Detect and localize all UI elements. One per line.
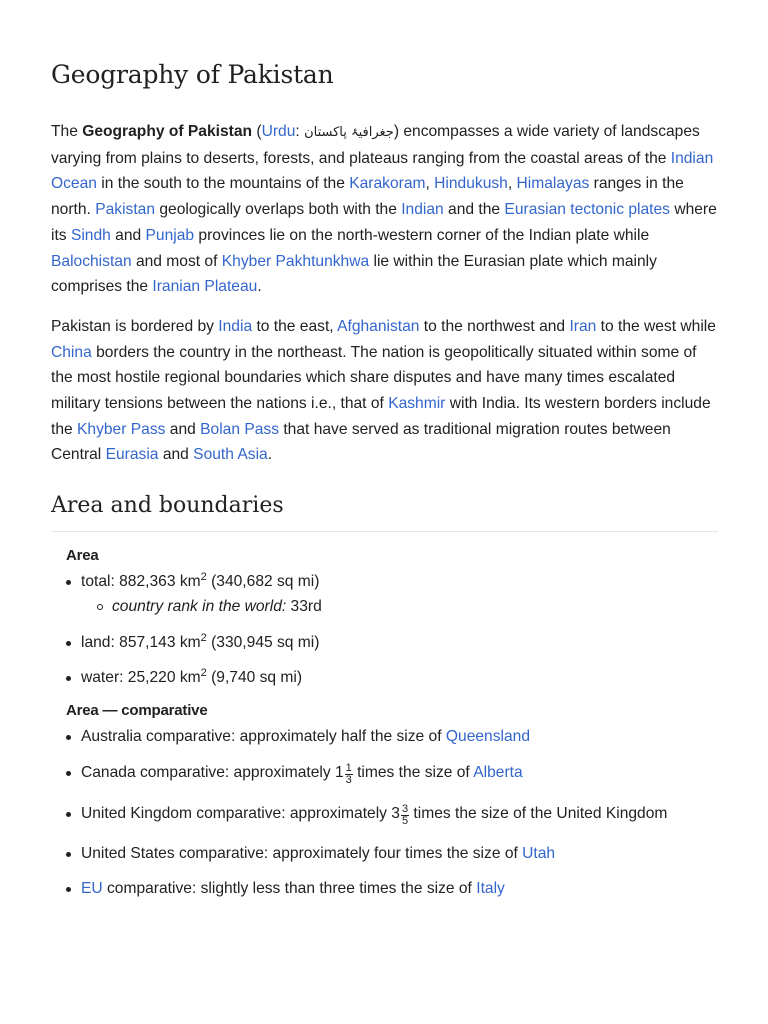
- text: that have served as traditional migration routes between Central: [51, 420, 671, 464]
- fraction: [401, 804, 409, 827]
- text: where its: [51, 201, 717, 244]
- text: Pakistan is bordered by: [51, 317, 219, 335]
- link-indian[interactable]: Indian: [401, 201, 444, 219]
- section-heading: Area and boundaries: [51, 488, 718, 532]
- text: Canada comparative: approximately 1: [81, 764, 344, 782]
- comparative-list: [66, 725, 718, 901]
- text: ,: [507, 175, 517, 193]
- text: to the northwest and: [419, 317, 570, 335]
- link-alberta[interactable]: Alberta: [473, 764, 523, 782]
- text: United Kingdom comparative: approximately 3: [81, 805, 400, 823]
- text: (340,682 sq mi): [206, 573, 320, 591]
- link-india[interactable]: India: [218, 317, 253, 335]
- text: Australia comparative: approximately half the size of: [81, 728, 446, 746]
- text: comparative: slightly less than three times the size of: [102, 880, 477, 898]
- borders-paragraph: [51, 314, 718, 468]
- list-item-land: [66, 631, 718, 655]
- area-section: [51, 546, 718, 901]
- text: ranges in the north.: [51, 175, 684, 219]
- link-indian-ocean[interactable]: Indian Ocean: [51, 149, 714, 193]
- text: geologically overlaps both with the: [155, 201, 402, 219]
- link-karakoram[interactable]: Karakoram: [349, 175, 426, 193]
- link-iran[interactable]: Iran: [569, 317, 597, 335]
- link-utah[interactable]: Utah: [522, 845, 556, 863]
- text: and the: [443, 201, 505, 219]
- list-item-rank: [97, 595, 718, 619]
- list-item-eu: [66, 877, 718, 901]
- area-label: Area: [66, 547, 99, 565]
- link-himalayas[interactable]: Himalayas: [516, 175, 590, 193]
- link-khyber-pakhtunkhwa[interactable]: Khyber Pakhtunkhwa: [221, 252, 370, 270]
- list-item-uk: [66, 802, 718, 827]
- text: times the size of: [352, 764, 474, 782]
- link-kashmir[interactable]: Kashmir: [388, 395, 446, 413]
- link-iranian-plateau[interactable]: Iranian Plateau: [152, 278, 258, 296]
- text: United States comparative: approximately four times the size of: [81, 845, 523, 863]
- text: total: 882,363 km: [81, 573, 201, 591]
- link-urdu[interactable]: Urdu: [261, 123, 296, 140]
- text: and: [165, 420, 201, 438]
- superscript: 2: [200, 667, 207, 680]
- link-balochistan[interactable]: Balochistan: [51, 252, 132, 270]
- list-item-canada: [66, 761, 718, 786]
- text: in the south to the mountains of the: [96, 175, 350, 193]
- text: borders the country in the northeast. The nation is geopolitically situated within some of the most hostile regional boundaries which share disputes and have many times escalated military tensions between the nations i.e., that of: [51, 343, 697, 413]
- text: land: 857,143 km: [81, 634, 201, 652]
- link-afghanistan[interactable]: Afghanistan: [337, 317, 420, 335]
- fraction-denominator: 5: [401, 815, 409, 828]
- text: and most of: [131, 252, 222, 270]
- text: with India. Its western borders include the: [51, 395, 711, 438]
- sub-list: [81, 595, 718, 619]
- link-bolan-pass[interactable]: Bolan Pass: [200, 420, 280, 438]
- text: lie within the Eurasian plate which mainly comprises the: [51, 252, 657, 296]
- link-eurasian-tectonic-plates[interactable]: Eurasian tectonic plates: [504, 201, 670, 219]
- list-item-australia: [66, 725, 718, 749]
- superscript: 2: [200, 632, 207, 645]
- link-eu[interactable]: EU: [81, 880, 103, 898]
- text: The: [51, 123, 83, 140]
- link-sindh[interactable]: Sindh: [70, 226, 111, 244]
- fraction-numerator: 3: [401, 803, 409, 816]
- link-punjab[interactable]: Punjab: [145, 226, 195, 244]
- text: (330,945 sq mi): [206, 634, 320, 652]
- link-italy[interactable]: Italy: [476, 880, 505, 898]
- text: and: [110, 226, 146, 244]
- text: (9,740 sq mi): [206, 669, 303, 687]
- intro-paragraph: [51, 119, 718, 300]
- link-hindukush[interactable]: Hindukush: [434, 175, 508, 193]
- link-eurasia[interactable]: Eurasia: [105, 446, 159, 464]
- link-south-asia[interactable]: South Asia: [193, 446, 268, 464]
- link-queensland[interactable]: Queensland: [445, 728, 531, 746]
- text: to the east,: [252, 317, 338, 335]
- text: .: [257, 278, 262, 296]
- urdu-name: جغرافیۂ پاکستان: [304, 125, 394, 140]
- fraction-denominator: 3: [345, 774, 352, 787]
- fraction: [345, 763, 353, 786]
- rank-label: country rank in the world:: [112, 598, 287, 616]
- text: to the west while: [596, 317, 716, 335]
- text: (: [252, 123, 262, 140]
- list-item-water: [66, 666, 718, 690]
- text: and: [158, 446, 194, 464]
- list-item-us: [66, 842, 718, 866]
- area-list: [66, 570, 718, 690]
- rank-value: 33rd: [286, 598, 322, 616]
- link-pakistan[interactable]: Pakistan: [95, 201, 156, 219]
- link-china[interactable]: China: [51, 343, 92, 361]
- page-title: Geography of Pakistan: [51, 60, 334, 89]
- comparative-label: Area — comparative: [66, 702, 208, 720]
- text: water: 25,220 km: [81, 669, 201, 687]
- text: :: [295, 123, 305, 140]
- superscript: 2: [200, 571, 207, 584]
- fraction-numerator: 1: [345, 762, 352, 775]
- text: .: [267, 446, 273, 464]
- text: provinces lie on the north-western corner of the Indian plate while: [194, 226, 650, 244]
- link-khyber-pass[interactable]: Khyber Pass: [77, 420, 166, 438]
- text: times the size of the United Kingdom: [409, 805, 668, 823]
- bold-term: Geography of Pakistan: [82, 123, 253, 140]
- text: ) encompasses a wide variety of landscapes varying from plains to deserts, forests, and plateaus ranging from the coastal areas of the: [51, 123, 700, 167]
- text: ,: [425, 175, 435, 193]
- list-item-total: [66, 570, 718, 619]
